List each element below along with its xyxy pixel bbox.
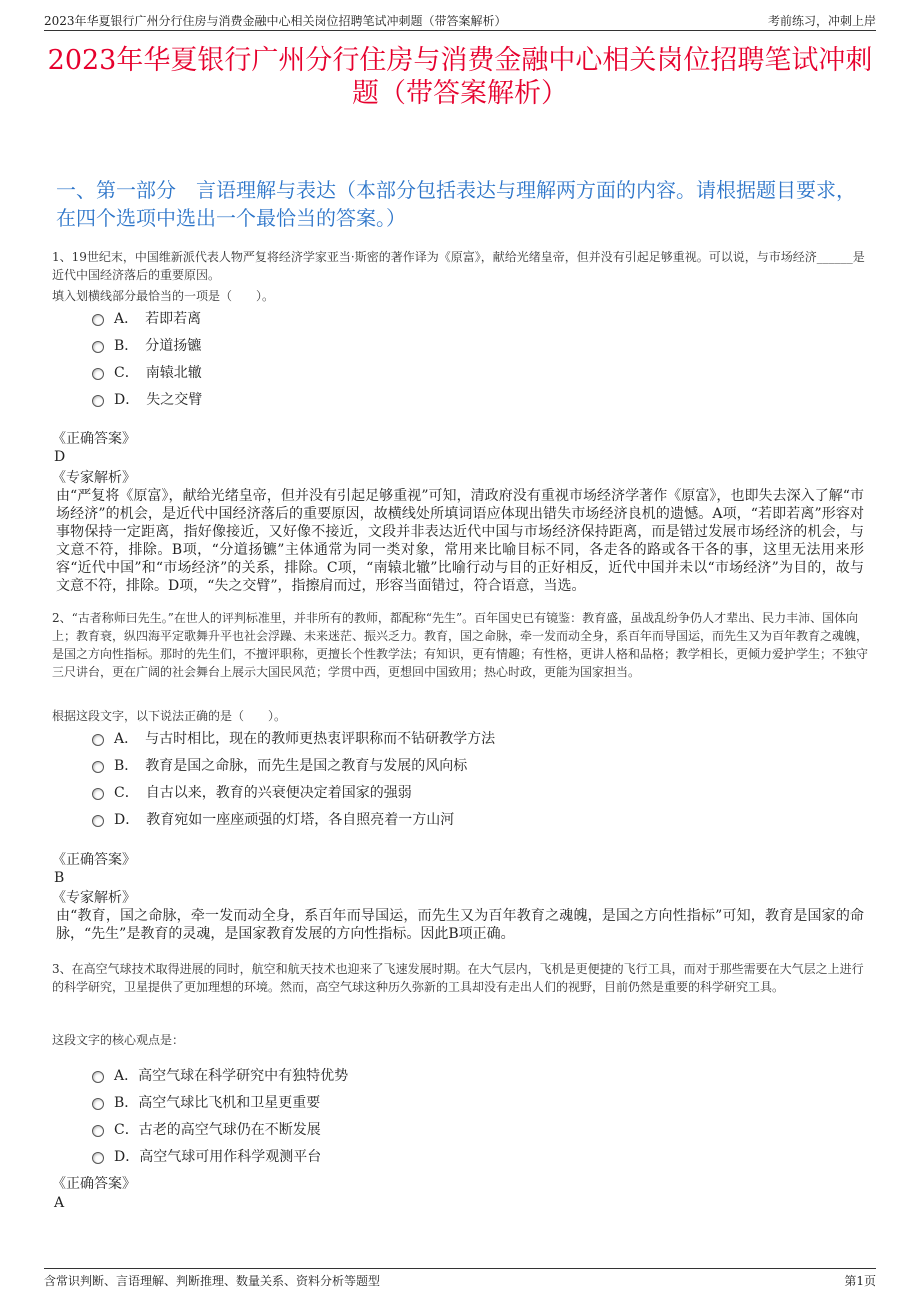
question-2-stem: 2、“古者称师曰先生。”在世人的评判标准里，并非所有的教师，都配称“先生”。百年国史已有镜鉴：教育盛，虽战乱纷争仍人才辈出、民力丰沛、国体向上；教育衰，纵四海平定歌舞升平也社会浮躁、未来迷茫、振兴乏力。教育，国之命脉，牵一发而动全身，系百年而导国运，而先生又为百年教育之魂魄，是国之方向性指标。那时的先生们，不擅评职称，更擅长个性教学法；有知识，更有情趣；有性格，更讲人格和品格；教学相长，更倾力爱护学生；不独守三尺讲台，更在广阔的社会舞台上展示大国民风范；学贯中西，更想回中国致用；热心时政，更能为国家担当。 xyxy=(52,611,869,679)
radio-icon[interactable] xyxy=(92,1098,104,1110)
option-b[interactable]: B． 分道扬镳 xyxy=(92,331,202,358)
page-header xyxy=(44,10,876,31)
header-slogan: 考前练习，冲刺上岸 xyxy=(767,14,876,28)
option-c[interactable]: C． 自古以来，教育的兴衰便决定着国家的强弱 xyxy=(92,778,495,805)
radio-icon[interactable] xyxy=(92,395,104,407)
question-1-stem: 1、19世纪末，中国维新派代表人物严复将经济学家亚当·斯密的著作译为《原富》，献给光绪皇帝，但并没有引起足够重视。可以说，与市场经济______是近代中国经济落后的重要原因。 xyxy=(52,250,865,282)
radio-icon[interactable] xyxy=(92,761,104,773)
question-1-prompt: 填入划横线部分最恰当的一项是（ ）。 xyxy=(52,289,275,303)
analysis-label: 《专家解析》 xyxy=(52,890,136,906)
option-c[interactable]: C． 南辕北辙 xyxy=(92,358,202,385)
question-2-prompt: 根据这段文字，以下说法正确的是（ ）。 xyxy=(52,709,287,723)
page-number: 第1页 xyxy=(844,1274,876,1288)
option-d[interactable]: D． 教育宛如一座座顽强的灯塔，各自照亮着一方山河 xyxy=(92,805,495,832)
radio-icon[interactable] xyxy=(92,734,104,746)
answer-label: 《正确答案》 xyxy=(52,431,136,447)
page-title: 2023年华夏银行广州分行住房与消费金融中心相关岗位招聘笔试冲刺题（带答案解析） xyxy=(47,45,873,109)
option-d[interactable]: D． 失之交臂 xyxy=(92,385,202,412)
radio-icon[interactable] xyxy=(92,788,104,800)
option-b[interactable]: B．高空气球比飞机和卫星更重要 xyxy=(92,1088,348,1115)
radio-icon[interactable] xyxy=(92,1071,104,1083)
radio-icon[interactable] xyxy=(92,1125,104,1137)
radio-icon[interactable] xyxy=(92,314,104,326)
section-heading: 一、第一部分 言语理解与表达（本部分包括表达与理解两方面的内容。请根据题目要求，在四个选项中选出一个最恰当的答案。） xyxy=(56,178,856,230)
option-a[interactable]: A． 若即若离 xyxy=(92,304,202,331)
analysis-label: 《专家解析》 xyxy=(52,470,136,486)
answer-label: 《正确答案》 xyxy=(52,1176,136,1192)
question-3-options xyxy=(92,1061,348,1169)
radio-icon[interactable] xyxy=(92,1152,104,1164)
analysis-text: 由“教育，国之命脉，牵一发而动全身，系百年而导国运，而先生又为百年教育之魂魄，是国之方向性指标”可知，教育是国家的命脉，“先生”是教育的灵魂，是国家教育发展的方向性指标。因此B项正确。 xyxy=(56,908,864,942)
footer-question-types: 含常识判断、言语理解、判断推理、数量关系、资料分析等题型 xyxy=(44,1274,381,1288)
option-c[interactable]: C．古老的高空气球仍在不断发展 xyxy=(92,1115,348,1142)
question-3-prompt: 这段文字的核心观点是： xyxy=(52,1033,185,1047)
answer-value: D xyxy=(54,449,66,465)
option-a[interactable]: A．高空气球在科学研究中有独特优势 xyxy=(92,1061,348,1088)
radio-icon[interactable] xyxy=(92,341,104,353)
option-d[interactable]: D．高空气球可用作科学观测平台 xyxy=(92,1142,348,1169)
analysis-text: 由“严复将《原富》，献给光绪皇帝，但并没有引起足够重视”可知，清政府没有重视市场经济学著作《原富》，也即失去深入了解“市场经济”的机会，是近代中国经济落后的重要原因，故横线处所填词语应体现出错失市场经济良机的遗憾。A项，“若即若离”形容对事物保持一定距离，指好像接近，又好像不接近，文段并非表达近代中国与市场经济保持距离，而是错过发展市场经济的机会，与文意不符，排除。B项，“分道扬镳”主体通常为同一类对象，常用来比喻目标不同，各走各的路或各干各的事，这里无法用来形容“近代中国”和“市场经济”的关系，排除。C项，“南辕北辙”比喻行动与目的正好相反，近代中国并未以“市场经济”为目的，故与文意不符，排除。D项，“失之交臂”，指擦肩而过，形容当面错过，符合语意，当选。 xyxy=(56,488,864,594)
question-2-options xyxy=(92,724,495,832)
header-doc-title: 2023年华夏银行广州分行住房与消费金融中心相关岗位招聘笔试冲刺题（带答案解析） xyxy=(44,14,507,28)
question-1-options xyxy=(92,304,202,412)
radio-icon[interactable] xyxy=(92,815,104,827)
page-footer xyxy=(44,1268,876,1289)
option-b[interactable]: B． 教育是国之命脉，而先生是国之教育与发展的风向标 xyxy=(92,751,495,778)
question-3-stem: 3、在高空气球技术取得进展的同时，航空和航天技术也迎来了飞速发展时期。在大气层内，飞机是更便捷的飞行工具，而对于那些需要在大气层之上进行的科学研究，卫星提供了更加理想的环境。然而，高空气球这种历久弥新的工具却没有走出人们的视野，目前仍然是重要的科学研究工具。 xyxy=(52,962,864,994)
answer-value: B xyxy=(54,870,65,886)
option-a[interactable]: A． 与古时相比，现在的教师更热衷评职称而不钻研教学方法 xyxy=(92,724,495,751)
answer-label: 《正确答案》 xyxy=(52,852,136,868)
radio-icon[interactable] xyxy=(92,368,104,380)
answer-value: A xyxy=(54,1195,65,1211)
